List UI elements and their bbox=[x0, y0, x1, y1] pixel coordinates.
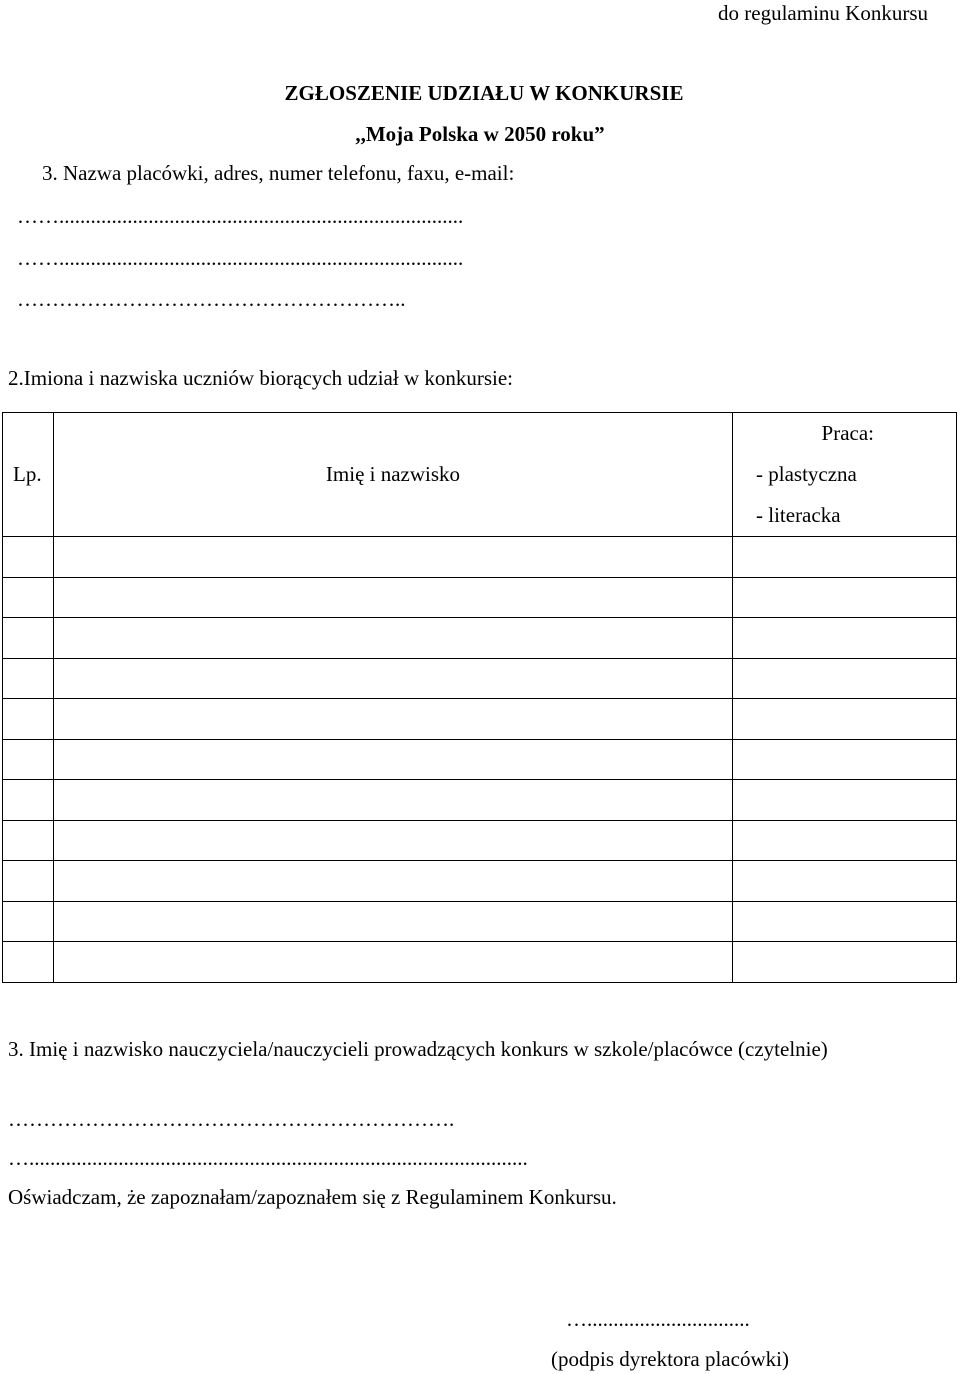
table-row bbox=[3, 820, 957, 861]
cell-work[interactable] bbox=[733, 537, 957, 578]
table-row bbox=[3, 658, 957, 699]
header-work bbox=[733, 413, 957, 537]
header-work-option-literary: - literacka bbox=[756, 503, 841, 527]
cell-work[interactable] bbox=[733, 739, 957, 780]
cell-work[interactable] bbox=[733, 942, 957, 983]
declaration-text: Oświadczam, że zapoznałam/zapoznałem się z Regulaminem Konkursu. bbox=[8, 1185, 617, 1209]
school-info-line-2[interactable]: ……............................................................................. bbox=[17, 246, 464, 270]
header-name: Imię i nazwisko bbox=[54, 413, 733, 537]
cell-work[interactable] bbox=[733, 861, 957, 902]
cell-name[interactable] bbox=[54, 739, 733, 780]
cell-name[interactable] bbox=[54, 658, 733, 699]
teacher-line-1[interactable]: ………………………………………………………. bbox=[8, 1107, 455, 1131]
cell-name[interactable] bbox=[54, 577, 733, 618]
cell-lp[interactable] bbox=[3, 820, 54, 861]
cell-name[interactable] bbox=[54, 537, 733, 578]
cell-lp[interactable] bbox=[3, 780, 54, 821]
table-row bbox=[3, 861, 957, 902]
cell-name[interactable] bbox=[54, 901, 733, 942]
cell-name[interactable] bbox=[54, 942, 733, 983]
cell-name[interactable] bbox=[54, 618, 733, 659]
cell-work[interactable] bbox=[733, 618, 957, 659]
table-row bbox=[3, 537, 957, 578]
cell-lp[interactable] bbox=[3, 699, 54, 740]
table-header-row bbox=[3, 413, 957, 537]
school-info-line-3[interactable]: ……………………………………………….. bbox=[17, 287, 406, 311]
section1-label: 3. Nazwa placówki, adres, numer telefonu, faxu, e-mail: bbox=[42, 161, 515, 185]
cell-lp[interactable] bbox=[3, 942, 54, 983]
header-lp: Lp. bbox=[3, 413, 54, 537]
table-row bbox=[3, 901, 957, 942]
cell-name[interactable] bbox=[54, 861, 733, 902]
cell-work[interactable] bbox=[733, 699, 957, 740]
section3-label: 3. Imię i nazwisko nauczyciela/nauczycieli prowadzących konkurs w szkole/placówce (czytelnie) bbox=[8, 1037, 828, 1061]
cell-work[interactable] bbox=[733, 658, 957, 699]
cell-lp[interactable] bbox=[3, 739, 54, 780]
cell-name[interactable] bbox=[54, 820, 733, 861]
table-row bbox=[3, 618, 957, 659]
cell-name[interactable] bbox=[54, 699, 733, 740]
cell-lp[interactable] bbox=[3, 901, 54, 942]
table-row bbox=[3, 942, 957, 983]
cell-lp[interactable] bbox=[3, 861, 54, 902]
cell-work[interactable] bbox=[733, 901, 957, 942]
section2-label: 2.Imiona i nazwiska uczniów biorących udział w konkursie: bbox=[8, 366, 514, 390]
cell-lp[interactable] bbox=[3, 658, 54, 699]
signature-line[interactable]: …............................... bbox=[566, 1307, 750, 1331]
cell-lp[interactable] bbox=[3, 537, 54, 578]
school-info-line-1[interactable]: ……............................................................................. bbox=[17, 204, 464, 228]
signature-caption: (podpis dyrektora placówki) bbox=[551, 1347, 789, 1371]
table-row bbox=[3, 780, 957, 821]
header-work-title: Praca: bbox=[821, 421, 874, 445]
contest-name: ,,Moja Polska w 2050 roku” bbox=[355, 122, 605, 146]
header-work-option-art: - plastyczna bbox=[756, 462, 857, 486]
cell-work[interactable] bbox=[733, 780, 957, 821]
table-row bbox=[3, 699, 957, 740]
form-title: ZGŁOSZENIE UDZIAŁU W KONKURSIE bbox=[284, 81, 684, 105]
cell-work[interactable] bbox=[733, 820, 957, 861]
table-row bbox=[3, 577, 957, 618]
cell-work[interactable] bbox=[733, 577, 957, 618]
cell-lp[interactable] bbox=[3, 577, 54, 618]
annex-reference: do regulaminu Konkursu bbox=[718, 1, 928, 25]
table-row bbox=[3, 739, 957, 780]
students-table bbox=[2, 412, 957, 983]
teacher-line-2[interactable]: …............................................................................................... bbox=[8, 1146, 528, 1170]
cell-name[interactable] bbox=[54, 780, 733, 821]
cell-lp[interactable] bbox=[3, 618, 54, 659]
